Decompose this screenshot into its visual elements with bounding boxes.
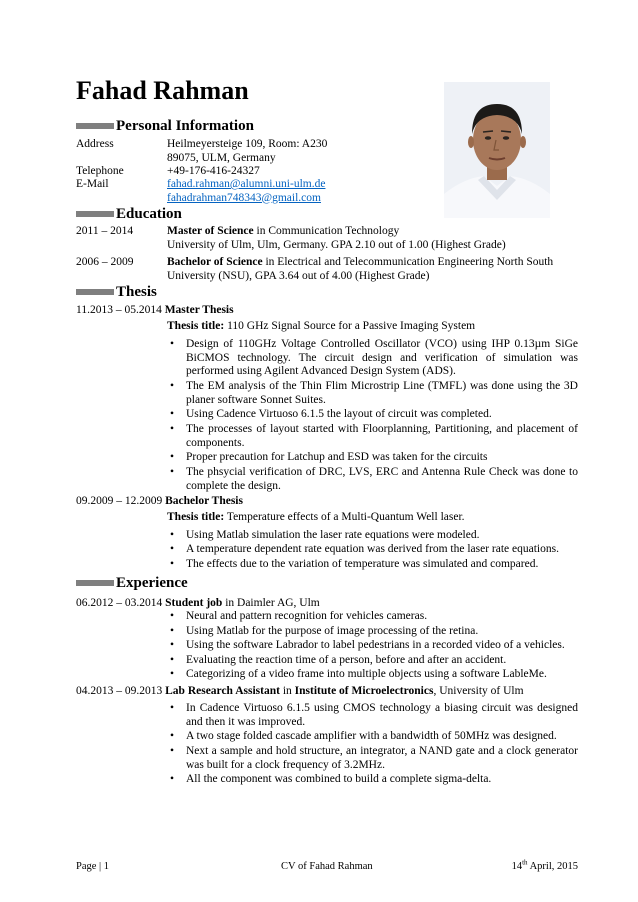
thesis-bullet-list [167, 529, 578, 572]
list-item: • A two stage folded cascade amplifier with a bandwidth of 50MHz was designed. [170, 730, 557, 743]
thesis-header [76, 494, 243, 508]
address-line-2: 89075, ULM, Germany [167, 151, 276, 164]
thesis-bullet-list [167, 338, 578, 494]
bullet-icon: • [170, 528, 175, 541]
section-thesis [76, 283, 157, 301]
experience-details [167, 702, 578, 788]
thesis-details [167, 320, 578, 494]
list-item: • Using Matlab for the purpose of image processing of the retina. [170, 624, 479, 637]
experience-bullet-list [167, 702, 578, 787]
bullet-icon: • [170, 702, 175, 714]
degree-name: Bachelor of Science [167, 256, 263, 268]
thesis-kind: Bachelor Thesis [165, 495, 243, 507]
bullet-icon: • [170, 408, 175, 421]
thesis-dates: 11.2013 – 05.2014 [76, 304, 162, 316]
experience-role: Lab Research Assistant [165, 685, 280, 697]
education-detail: University of Ulm, Ulm, Germany. GPA 2.10 out of 1.00 (Highest Grade) [167, 238, 506, 251]
experience-header [76, 596, 320, 610]
section-bar [76, 211, 114, 217]
education-degree-line [167, 225, 579, 239]
experience-dates: 06.2012 – 03.2014 [76, 597, 163, 609]
experience-dates: 04.2013 – 09.2013 [76, 685, 163, 697]
bullet-icon: • [170, 639, 175, 652]
address-line-1: Heilmeyersteige 109, Room: A230 [167, 138, 328, 150]
bullet-icon: • [170, 379, 175, 392]
list-item: • A temperature dependent rate equation was derived from the laser rate equations. [170, 543, 559, 556]
footer-title: CV of Fahad Rahman [281, 861, 373, 872]
list-item: • The effects due to the variation of temperature was simulated and compared. [170, 557, 539, 570]
thesis-title-line [167, 320, 578, 334]
section-bar [76, 123, 114, 129]
list-item: • Categorizing of a video frame into multiple objects using a software LableMe. [170, 668, 547, 681]
list-item: • The phsycial verification of DRC, LVS, ERC and Antenna Rule Check was done to complete the design. [170, 465, 578, 492]
list-item: • Proper precaution for Latchup and ESD was taken for the circuits [170, 451, 488, 464]
thesis-header [76, 303, 234, 317]
section-bar [76, 289, 114, 295]
thesis-dates: 09.2009 – 12.2009 [76, 495, 163, 507]
section-title: Education [116, 206, 182, 222]
email-label: E-Mail [76, 178, 109, 190]
section-title: Personal Information [116, 118, 254, 134]
education-degree-line [167, 256, 579, 270]
experience-header: 04.2013 – 09.2013 Lab Research Assistant in Institute of Microelectronics, University of Ulm [76, 685, 524, 697]
thesis-kind: Master Thesis [164, 304, 234, 316]
section-personal-information [76, 117, 254, 135]
list-item: • Using Matlab simulation the laser rate equations were modeled. [170, 528, 480, 541]
bullet-icon: • [170, 337, 175, 350]
bullet-icon: • [170, 422, 175, 435]
section-experience [76, 574, 188, 592]
experience-employer: in Daimler AG, Ulm [222, 597, 320, 609]
footer-date: 14th April, 2015 [511, 858, 578, 872]
email-link-primary[interactable]: fahad.rahman@alumni.uni-ulm.de [167, 178, 326, 190]
candidate-name: Fahad Rahman [76, 76, 249, 105]
bullet-icon: • [170, 465, 175, 478]
education-detail: University (NSU), GPA 3.64 out of 4.00 (Highest Grade) [167, 269, 430, 282]
list-item: • Design of 110GHz Voltage Controlled Oscillator (VCO) using IHP 0.13µm SiGe BiCMOS technology. The circuit design and verification of simulation was performed using Agilent Advanced Design System (ADS). [170, 337, 578, 378]
thesis-title-label: Thesis title: [167, 320, 225, 332]
bullet-icon: • [170, 744, 175, 757]
thesis-details [167, 511, 578, 573]
experience-bullet-list [167, 610, 578, 682]
experience-organization: Institute of Microelectronics [294, 685, 434, 697]
thesis-title: Temperature effects of a Multi-Quantum Well laser. [224, 511, 465, 523]
thesis-title: 110 GHz Signal Source for a Passive Imaging System [224, 320, 476, 332]
list-item: • Next a sample and hold structure, an integrator, a NAND gate and a clock generator was built for a clock frequency of 3.2MHz. [170, 744, 578, 771]
section-bar [76, 580, 114, 586]
degree-name: Master of Science [167, 225, 254, 237]
list-item: • In Cadence Virtuoso 6.1.5 using CMOS technology a biasing circuit was designed and then it was improved. [170, 702, 578, 728]
email-link-secondary[interactable]: fahadrahman748343@gmail.com [167, 191, 321, 204]
education-dates: 2011 – 2014 [76, 225, 134, 237]
list-item: • Neural and pattern recognition for vehicles cameras. [170, 610, 428, 622]
telephone-label: Telephone [76, 165, 124, 177]
address-label: Address [76, 138, 114, 150]
section-education [76, 205, 182, 223]
experience-details [167, 610, 578, 683]
experience-role: Student job [165, 597, 223, 609]
list-item: • Evaluating the reaction time of a person, before and after an accident. [170, 653, 507, 666]
bullet-icon: • [170, 557, 175, 570]
list-item: • Using the software Labrador to label pedestrians in a recorded video of a vehicles. [170, 639, 565, 652]
section-title: Thesis [116, 284, 157, 300]
thesis-title-line [167, 511, 578, 525]
bullet-icon: • [170, 730, 175, 743]
telephone-value: +49-176-416-24327 [167, 165, 260, 177]
thesis-title-label: Thesis title: [167, 511, 225, 523]
education-dates: 2006 – 2009 [76, 256, 134, 268]
list-item: • The EM analysis of the Thin Flim Microstrip Line (TMFL) was done using the 3D planer software Sonnet Suites. [170, 379, 578, 406]
bullet-icon: • [170, 773, 175, 786]
bullet-icon: • [170, 610, 175, 622]
degree-field: in Electrical and Telecommunication Engineering North South [262, 256, 554, 268]
degree-field: in Communication Technology [253, 225, 400, 237]
bullet-icon: • [170, 624, 175, 637]
list-item: • Using Cadence Virtuoso 6.1.5 the layout of circuit was completed. [170, 408, 492, 421]
bullet-icon: • [170, 543, 175, 556]
section-title: Experience [116, 575, 188, 591]
bullet-icon: • [170, 653, 175, 666]
list-item: • The processes of layout started with Floorplanning, Partitioning, and placement of components. [170, 422, 578, 449]
bullet-icon: • [170, 668, 175, 681]
bullet-icon: • [170, 451, 175, 464]
list-item: • All the component was combined to build a complete sigma-delta. [170, 773, 492, 786]
footer-page-number: Page | 1 [76, 861, 110, 872]
